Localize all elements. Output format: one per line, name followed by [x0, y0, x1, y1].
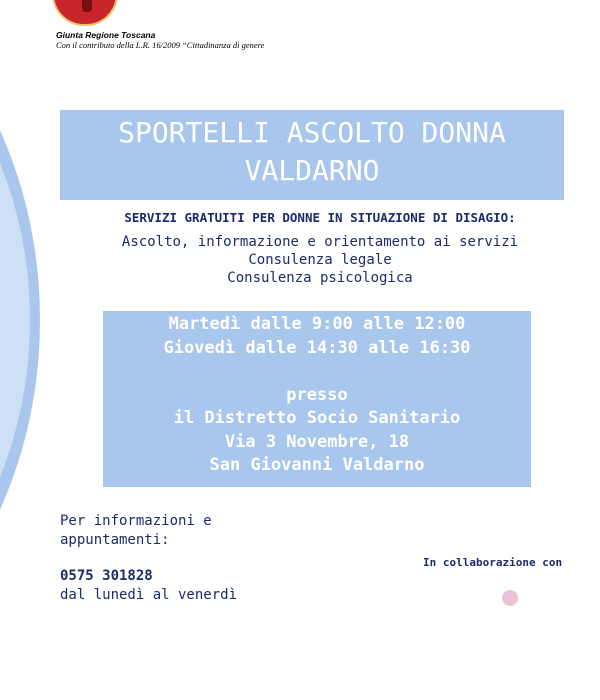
- contact-info-line-1: Per informazioni e: [60, 513, 212, 529]
- schedule-at: presso: [286, 384, 348, 405]
- contact-info-line-2: appuntamenti:: [60, 532, 170, 548]
- services-list: [0, 233, 600, 287]
- page-title: [60, 114, 564, 190]
- schedule-street: Via 3 Novembre, 18: [224, 431, 410, 452]
- partner-logo: [502, 590, 518, 606]
- schedule-city: San Giovanni Valdarno: [209, 455, 425, 475]
- decorative-side-curve-inner: [0, 0, 30, 680]
- schedule-day-2: Giovedì dalle 14:30 alle 16:30: [163, 337, 471, 358]
- schedule-text: [103, 313, 531, 478]
- header: [56, 30, 264, 50]
- crest-emblem-icon: [82, 0, 92, 12]
- header-note: Con il contributo della L.R. 16/2009 “Cittadinanza di genere: [56, 40, 265, 50]
- service-item: Consulenza psicologica: [227, 270, 413, 286]
- contact-phone: 0575 301828: [60, 568, 153, 584]
- schedule-day-1: Martedì dalle 9:00 alle 12:00: [168, 314, 466, 334]
- title-line-1: SPORTELLI ASCOLTO DONNA: [118, 116, 506, 149]
- contact-days: dal lunedì al venerdì: [60, 587, 238, 603]
- schedule-place: il Distretto Socio Sanitario: [173, 408, 461, 428]
- title-line-2: VALDARNO: [244, 154, 380, 187]
- services-heading: SERVIZI GRATUITI PER DONNE IN SITUAZIONE DI DISAGIO:: [124, 210, 516, 225]
- service-item: Ascolto, informazione e orientamento ai servizi: [121, 234, 519, 250]
- schedule-spacer: [103, 360, 531, 384]
- collaboration-label: In collaborazione con: [423, 556, 563, 569]
- contact-info: [60, 512, 212, 550]
- service-item: Consulenza legale: [248, 252, 392, 268]
- header-org: Giunta Regione Toscana: [56, 30, 156, 40]
